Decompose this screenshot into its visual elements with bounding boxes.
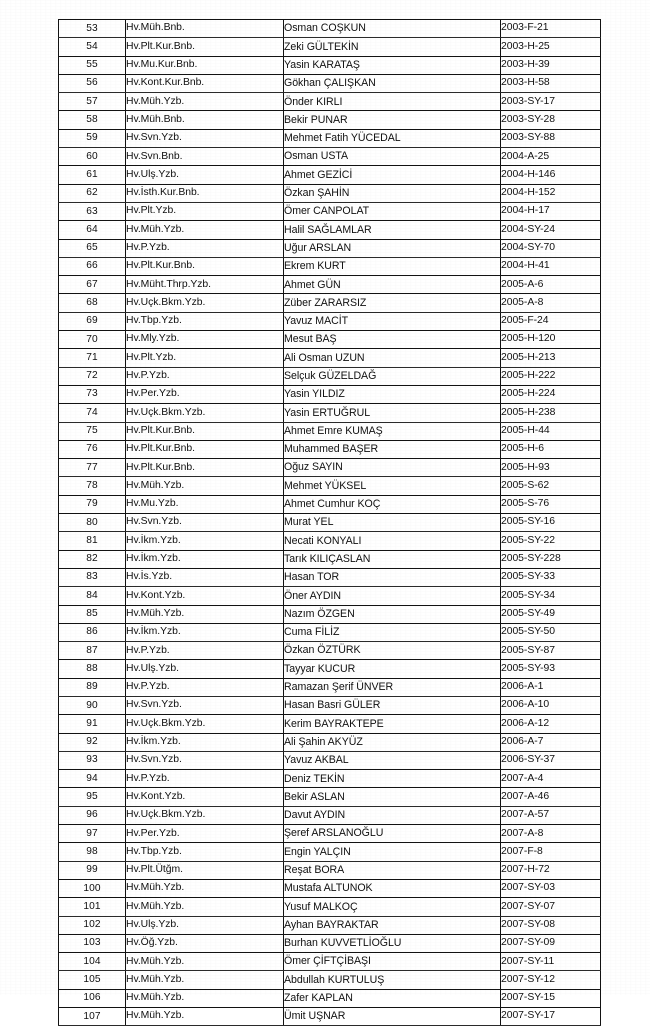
cell-row-number: 85 xyxy=(59,605,126,623)
cell-row-number: 88 xyxy=(59,660,126,678)
cell-rank: Hv.İkm.Yzb. xyxy=(126,550,284,568)
cell-row-number: 95 xyxy=(59,788,126,806)
cell-row-number: 59 xyxy=(59,129,126,147)
cell-reference: 2005-S-76 xyxy=(501,495,601,513)
cell-reference: 2007-SY-17 xyxy=(501,1008,601,1026)
cell-rank: Hv.Müh.Yzb. xyxy=(126,477,284,495)
cell-rank: Hv.Müh.Yzb. xyxy=(126,605,284,623)
cell-name: Reşat BORA xyxy=(284,861,501,879)
cell-row-number: 58 xyxy=(59,111,126,129)
cell-name: Bekir ASLAN xyxy=(284,788,501,806)
cell-reference: 2007-SY-09 xyxy=(501,934,601,952)
roster-body xyxy=(59,20,601,1026)
cell-name: Muhammed BAŞER xyxy=(284,440,501,458)
cell-reference: 2007-SY-15 xyxy=(501,989,601,1007)
cell-row-number: 92 xyxy=(59,733,126,751)
table-row xyxy=(59,861,601,879)
cell-row-number: 91 xyxy=(59,715,126,733)
cell-name: Osman COŞKUN xyxy=(284,20,501,38)
cell-reference: 2006-A-10 xyxy=(501,696,601,714)
cell-name: Abdullah KURTULUŞ xyxy=(284,971,501,989)
cell-row-number: 99 xyxy=(59,861,126,879)
cell-reference: 2005-H-44 xyxy=(501,422,601,440)
cell-name: Halil SAĞLAMLAR xyxy=(284,221,501,239)
cell-name: Oğuz SAYIN xyxy=(284,459,501,477)
table-row xyxy=(59,696,601,714)
cell-row-number: 86 xyxy=(59,623,126,641)
cell-reference: 2007-SY-03 xyxy=(501,879,601,897)
table-row xyxy=(59,733,601,751)
cell-row-number: 89 xyxy=(59,678,126,696)
cell-name: Zeki GÜLTEKİN xyxy=(284,38,501,56)
cell-rank: Hv.Plt.Kur.Bnb. xyxy=(126,38,284,56)
cell-reference: 2005-SY-87 xyxy=(501,642,601,660)
cell-rank: Hv.Kont.Yzb. xyxy=(126,587,284,605)
cell-name: Hasan Basri GÜLER xyxy=(284,696,501,714)
cell-name: Ahmet GÜN xyxy=(284,276,501,294)
cell-name: Özkan ŞAHİN xyxy=(284,184,501,202)
table-row xyxy=(59,221,601,239)
cell-rank: Hv.Svn.Yzb. xyxy=(126,696,284,714)
cell-name: Engin YALÇIN xyxy=(284,843,501,861)
cell-row-number: 100 xyxy=(59,879,126,897)
cell-row-number: 103 xyxy=(59,934,126,952)
table-row xyxy=(59,806,601,824)
table-row xyxy=(59,294,601,312)
cell-name: Ömer CANPOLAT xyxy=(284,202,501,220)
table-row xyxy=(59,202,601,220)
cell-name: Cuma FİLİZ xyxy=(284,623,501,641)
cell-rank: Hv.Müh.Yzb. xyxy=(126,221,284,239)
table-row xyxy=(59,660,601,678)
cell-name: Züber ZARARSIZ xyxy=(284,294,501,312)
cell-reference: 2005-SY-93 xyxy=(501,660,601,678)
cell-row-number: 76 xyxy=(59,440,126,458)
cell-row-number: 66 xyxy=(59,257,126,275)
table-row xyxy=(59,111,601,129)
cell-reference: 2003-H-25 xyxy=(501,38,601,56)
cell-rank: Hv.Svn.Bnb. xyxy=(126,148,284,166)
cell-rank: Hv.Plt.Kur.Bnb. xyxy=(126,440,284,458)
table-row xyxy=(59,916,601,934)
cell-name: Gökhan ÇALIŞKAN xyxy=(284,74,501,92)
cell-reference: 2006-A-12 xyxy=(501,715,601,733)
cell-rank: Hv.Müh.Yzb. xyxy=(126,898,284,916)
cell-rank: Hv.Per.Yzb. xyxy=(126,825,284,843)
cell-reference: 2007-A-46 xyxy=(501,788,601,806)
table-row xyxy=(59,184,601,202)
cell-reference: 2007-SY-12 xyxy=(501,971,601,989)
cell-name: Zafer KAPLAN xyxy=(284,989,501,1007)
table-row xyxy=(59,605,601,623)
cell-name: Tarık KILIÇASLAN xyxy=(284,550,501,568)
cell-name: Necati KONYALI xyxy=(284,532,501,550)
cell-reference: 2007-SY-07 xyxy=(501,898,601,916)
table-row xyxy=(59,953,601,971)
cell-rank: Hv.Ulş.Yzb. xyxy=(126,916,284,934)
cell-row-number: 81 xyxy=(59,532,126,550)
cell-reference: 2004-H-17 xyxy=(501,202,601,220)
table-row xyxy=(59,312,601,330)
table-row xyxy=(59,477,601,495)
cell-name: Ahmet Cumhur KOÇ xyxy=(284,495,501,513)
table-row xyxy=(59,770,601,788)
cell-rank: Hv.Müh.Yzb. xyxy=(126,971,284,989)
cell-rank: Hv.Plt.Yzb. xyxy=(126,349,284,367)
cell-reference: 2003-H-58 xyxy=(501,74,601,92)
cell-name: Yavuz AKBAL xyxy=(284,751,501,769)
cell-rank: Hv.Uçk.Bkm.Yzb. xyxy=(126,715,284,733)
cell-row-number: 106 xyxy=(59,989,126,1007)
cell-rank: Hv.Ulş.Yzb. xyxy=(126,660,284,678)
cell-reference: 2005-H-6 xyxy=(501,440,601,458)
cell-name: Yasin YILDIZ xyxy=(284,385,501,403)
cell-reference: 2003-F-21 xyxy=(501,20,601,38)
cell-reference: 2005-SY-228 xyxy=(501,550,601,568)
cell-reference: 2007-SY-08 xyxy=(501,916,601,934)
table-row xyxy=(59,459,601,477)
cell-row-number: 54 xyxy=(59,38,126,56)
cell-rank: Hv.Plt.Kur.Bnb. xyxy=(126,257,284,275)
cell-row-number: 70 xyxy=(59,331,126,349)
table-row xyxy=(59,257,601,275)
cell-row-number: 78 xyxy=(59,477,126,495)
cell-name: Bekir PUNAR xyxy=(284,111,501,129)
cell-name: Özkan ÖZTÜRK xyxy=(284,642,501,660)
cell-rank: Hv.Müh.Yzb. xyxy=(126,1008,284,1026)
cell-rank: Hv.Müh.Yzb. xyxy=(126,93,284,111)
cell-rank: Hv.Plt.Ütğm. xyxy=(126,861,284,879)
cell-reference: 2004-SY-24 xyxy=(501,221,601,239)
cell-name: Ahmet Emre KUMAŞ xyxy=(284,422,501,440)
cell-row-number: 65 xyxy=(59,239,126,257)
cell-reference: 2005-F-24 xyxy=(501,312,601,330)
cell-reference: 2003-SY-88 xyxy=(501,129,601,147)
cell-name: Burhan KUVVETLİOĞLU xyxy=(284,934,501,952)
table-row xyxy=(59,495,601,513)
cell-row-number: 74 xyxy=(59,404,126,422)
cell-name: Ali Osman UZUN xyxy=(284,349,501,367)
table-row xyxy=(59,825,601,843)
cell-rank: Hv.Svn.Yzb. xyxy=(126,129,284,147)
cell-reference: 2005-SY-16 xyxy=(501,514,601,532)
table-row xyxy=(59,331,601,349)
cell-row-number: 55 xyxy=(59,56,126,74)
table-row xyxy=(59,20,601,38)
table-row xyxy=(59,349,601,367)
cell-row-number: 84 xyxy=(59,587,126,605)
table-row xyxy=(59,166,601,184)
cell-name: Yasin KARATAŞ xyxy=(284,56,501,74)
table-row xyxy=(59,239,601,257)
cell-reference: 2005-H-93 xyxy=(501,459,601,477)
cell-name: Ramazan Şerif ÜNVER xyxy=(284,678,501,696)
cell-rank: Hv.Öğ.Yzb. xyxy=(126,934,284,952)
cell-name: Murat YEL xyxy=(284,514,501,532)
table-row xyxy=(59,678,601,696)
cell-reference: 2005-SY-33 xyxy=(501,568,601,586)
table-row xyxy=(59,422,601,440)
cell-name: Kerim BAYRAKTEPE xyxy=(284,715,501,733)
cell-reference: 2004-SY-70 xyxy=(501,239,601,257)
table-row xyxy=(59,1008,601,1026)
cell-row-number: 67 xyxy=(59,276,126,294)
cell-row-number: 104 xyxy=(59,953,126,971)
cell-row-number: 75 xyxy=(59,422,126,440)
cell-reference: 2005-SY-49 xyxy=(501,605,601,623)
cell-name: Hasan TOR xyxy=(284,568,501,586)
cell-name: Ümit UŞNAR xyxy=(284,1008,501,1026)
cell-name: Yusuf MALKOÇ xyxy=(284,898,501,916)
cell-reference: 2005-H-224 xyxy=(501,385,601,403)
cell-rank: Hv.P.Yzb. xyxy=(126,642,284,660)
table-row xyxy=(59,623,601,641)
cell-row-number: 93 xyxy=(59,751,126,769)
cell-rank: Hv.İsth.Kur.Bnb. xyxy=(126,184,284,202)
cell-reference: 2005-H-213 xyxy=(501,349,601,367)
cell-row-number: 62 xyxy=(59,184,126,202)
cell-row-number: 97 xyxy=(59,825,126,843)
cell-reference: 2003-SY-17 xyxy=(501,93,601,111)
cell-row-number: 80 xyxy=(59,514,126,532)
cell-name: Tayyar KUCUR xyxy=(284,660,501,678)
cell-row-number: 53 xyxy=(59,20,126,38)
cell-row-number: 57 xyxy=(59,93,126,111)
cell-name: Öner AYDIN xyxy=(284,587,501,605)
cell-row-number: 107 xyxy=(59,1008,126,1026)
cell-reference: 2003-H-39 xyxy=(501,56,601,74)
cell-row-number: 71 xyxy=(59,349,126,367)
cell-row-number: 98 xyxy=(59,843,126,861)
cell-reference: 2005-A-8 xyxy=(501,294,601,312)
cell-rank: Hv.Mly.Yzb. xyxy=(126,331,284,349)
cell-name: Ahmet GEZİCİ xyxy=(284,166,501,184)
cell-reference: 2004-H-152 xyxy=(501,184,601,202)
table-row xyxy=(59,715,601,733)
cell-rank: Hv.İs.Yzb. xyxy=(126,568,284,586)
cell-row-number: 101 xyxy=(59,898,126,916)
cell-row-number: 83 xyxy=(59,568,126,586)
cell-reference: 2005-SY-34 xyxy=(501,587,601,605)
cell-rank: Hv.Plt.Kur.Bnb. xyxy=(126,422,284,440)
table-row xyxy=(59,568,601,586)
cell-rank: Hv.Tbp.Yzb. xyxy=(126,312,284,330)
cell-row-number: 87 xyxy=(59,642,126,660)
cell-rank: Hv.Mu.Kur.Bnb. xyxy=(126,56,284,74)
personnel-roster-table xyxy=(58,19,601,1026)
table-row xyxy=(59,971,601,989)
table-row xyxy=(59,642,601,660)
cell-row-number: 94 xyxy=(59,770,126,788)
table-row xyxy=(59,276,601,294)
table-row xyxy=(59,440,601,458)
cell-reference: 2006-A-1 xyxy=(501,678,601,696)
cell-name: Mehmet Fatih YÜCEDAL xyxy=(284,129,501,147)
cell-name: Uğur ARSLAN xyxy=(284,239,501,257)
cell-reference: 2005-SY-50 xyxy=(501,623,601,641)
cell-rank: Hv.Müh.Yzb. xyxy=(126,953,284,971)
cell-name: Selçuk GÜZELDAĞ xyxy=(284,367,501,385)
table-row xyxy=(59,989,601,1007)
table-row xyxy=(59,148,601,166)
cell-rank: Hv.P.Yzb. xyxy=(126,239,284,257)
cell-name: Yavuz MACİT xyxy=(284,312,501,330)
cell-name: Ayhan BAYRAKTAR xyxy=(284,916,501,934)
cell-reference: 2005-H-120 xyxy=(501,331,601,349)
cell-reference: 2007-H-72 xyxy=(501,861,601,879)
cell-rank: Hv.Müh.Bnb. xyxy=(126,20,284,38)
cell-row-number: 61 xyxy=(59,166,126,184)
cell-reference: 2005-A-6 xyxy=(501,276,601,294)
cell-name: Yasin ERTUĞRUL xyxy=(284,404,501,422)
cell-name: Deniz TEKİN xyxy=(284,770,501,788)
cell-row-number: 73 xyxy=(59,385,126,403)
cell-rank: Hv.Per.Yzb. xyxy=(126,385,284,403)
cell-reference: 2005-S-62 xyxy=(501,477,601,495)
cell-name: Ali Şahin AKYÜZ xyxy=(284,733,501,751)
cell-row-number: 105 xyxy=(59,971,126,989)
cell-rank: Hv.Plt.Kur.Bnb. xyxy=(126,459,284,477)
cell-rank: Hv.Mu.Yzb. xyxy=(126,495,284,513)
cell-rank: Hv.İkm.Yzb. xyxy=(126,733,284,751)
cell-reference: 2003-SY-28 xyxy=(501,111,601,129)
table-row xyxy=(59,74,601,92)
cell-name: Nazım ÖZGEN xyxy=(284,605,501,623)
cell-name: Ömer ÇİFTÇİBAŞI xyxy=(284,953,501,971)
table-row xyxy=(59,38,601,56)
cell-name: Önder KIRLI xyxy=(284,93,501,111)
cell-rank: Hv.Kont.Yzb. xyxy=(126,788,284,806)
cell-row-number: 72 xyxy=(59,367,126,385)
cell-rank: Hv.Ulş.Yzb. xyxy=(126,166,284,184)
table-row xyxy=(59,587,601,605)
cell-name: Mesut BAŞ xyxy=(284,331,501,349)
cell-name: Mehmet YÜKSEL xyxy=(284,477,501,495)
cell-reference: 2004-H-41 xyxy=(501,257,601,275)
table-row xyxy=(59,788,601,806)
table-row xyxy=(59,550,601,568)
table-row xyxy=(59,404,601,422)
cell-name: Ekrem KURT xyxy=(284,257,501,275)
cell-rank: Hv.Svn.Yzb. xyxy=(126,751,284,769)
table-row xyxy=(59,385,601,403)
table-row xyxy=(59,532,601,550)
cell-reference: 2005-H-222 xyxy=(501,367,601,385)
table-row xyxy=(59,879,601,897)
cell-reference: 2007-SY-11 xyxy=(501,953,601,971)
cell-rank: Hv.İkm.Yzb. xyxy=(126,623,284,641)
table-row xyxy=(59,751,601,769)
cell-rank: Hv.Müht.Thrp.Yzb. xyxy=(126,276,284,294)
cell-rank: Hv.Plt.Yzb. xyxy=(126,202,284,220)
cell-row-number: 79 xyxy=(59,495,126,513)
cell-row-number: 63 xyxy=(59,202,126,220)
table-row xyxy=(59,129,601,147)
cell-reference: 2006-A-7 xyxy=(501,733,601,751)
cell-reference: 2005-SY-22 xyxy=(501,532,601,550)
cell-rank: Hv.P.Yzb. xyxy=(126,367,284,385)
cell-row-number: 60 xyxy=(59,148,126,166)
table-row xyxy=(59,93,601,111)
cell-row-number: 69 xyxy=(59,312,126,330)
table-row xyxy=(59,514,601,532)
cell-reference: 2007-F-8 xyxy=(501,843,601,861)
cell-name: Osman USTA xyxy=(284,148,501,166)
cell-name: Şeref ARSLANOĞLU xyxy=(284,825,501,843)
cell-rank: Hv.Müh.Yzb. xyxy=(126,989,284,1007)
table-row xyxy=(59,843,601,861)
cell-rank: Hv.İkm.Yzb. xyxy=(126,532,284,550)
cell-rank: Hv.Uçk.Bkm.Yzb. xyxy=(126,806,284,824)
cell-rank: Hv.Svn.Yzb. xyxy=(126,514,284,532)
cell-row-number: 68 xyxy=(59,294,126,312)
cell-reference: 2007-A-8 xyxy=(501,825,601,843)
cell-name: Mustafa ALTUNOK xyxy=(284,879,501,897)
table-row xyxy=(59,898,601,916)
cell-reference: 2004-A-25 xyxy=(501,148,601,166)
cell-reference: 2007-A-57 xyxy=(501,806,601,824)
cell-rank: Hv.Müh.Yzb. xyxy=(126,879,284,897)
cell-reference: 2005-H-238 xyxy=(501,404,601,422)
cell-rank: Hv.P.Yzb. xyxy=(126,678,284,696)
table-row xyxy=(59,367,601,385)
cell-reference: 2004-H-146 xyxy=(501,166,601,184)
table-row xyxy=(59,934,601,952)
cell-row-number: 90 xyxy=(59,696,126,714)
cell-row-number: 102 xyxy=(59,916,126,934)
cell-rank: Hv.Uçk.Bkm.Yzb. xyxy=(126,404,284,422)
cell-name: Davut AYDIN xyxy=(284,806,501,824)
cell-row-number: 96 xyxy=(59,806,126,824)
cell-rank: Hv.Uçk.Bkm.Yzb. xyxy=(126,294,284,312)
cell-row-number: 64 xyxy=(59,221,126,239)
cell-row-number: 56 xyxy=(59,74,126,92)
cell-row-number: 77 xyxy=(59,459,126,477)
cell-rank: Hv.Kont.Kur.Bnb. xyxy=(126,74,284,92)
cell-reference: 2006-SY-37 xyxy=(501,751,601,769)
table-row xyxy=(59,56,601,74)
cell-rank: Hv.Tbp.Yzb. xyxy=(126,843,284,861)
cell-rank: Hv.P.Yzb. xyxy=(126,770,284,788)
cell-reference: 2007-A-4 xyxy=(501,770,601,788)
cell-rank: Hv.Müh.Bnb. xyxy=(126,111,284,129)
cell-row-number: 82 xyxy=(59,550,126,568)
